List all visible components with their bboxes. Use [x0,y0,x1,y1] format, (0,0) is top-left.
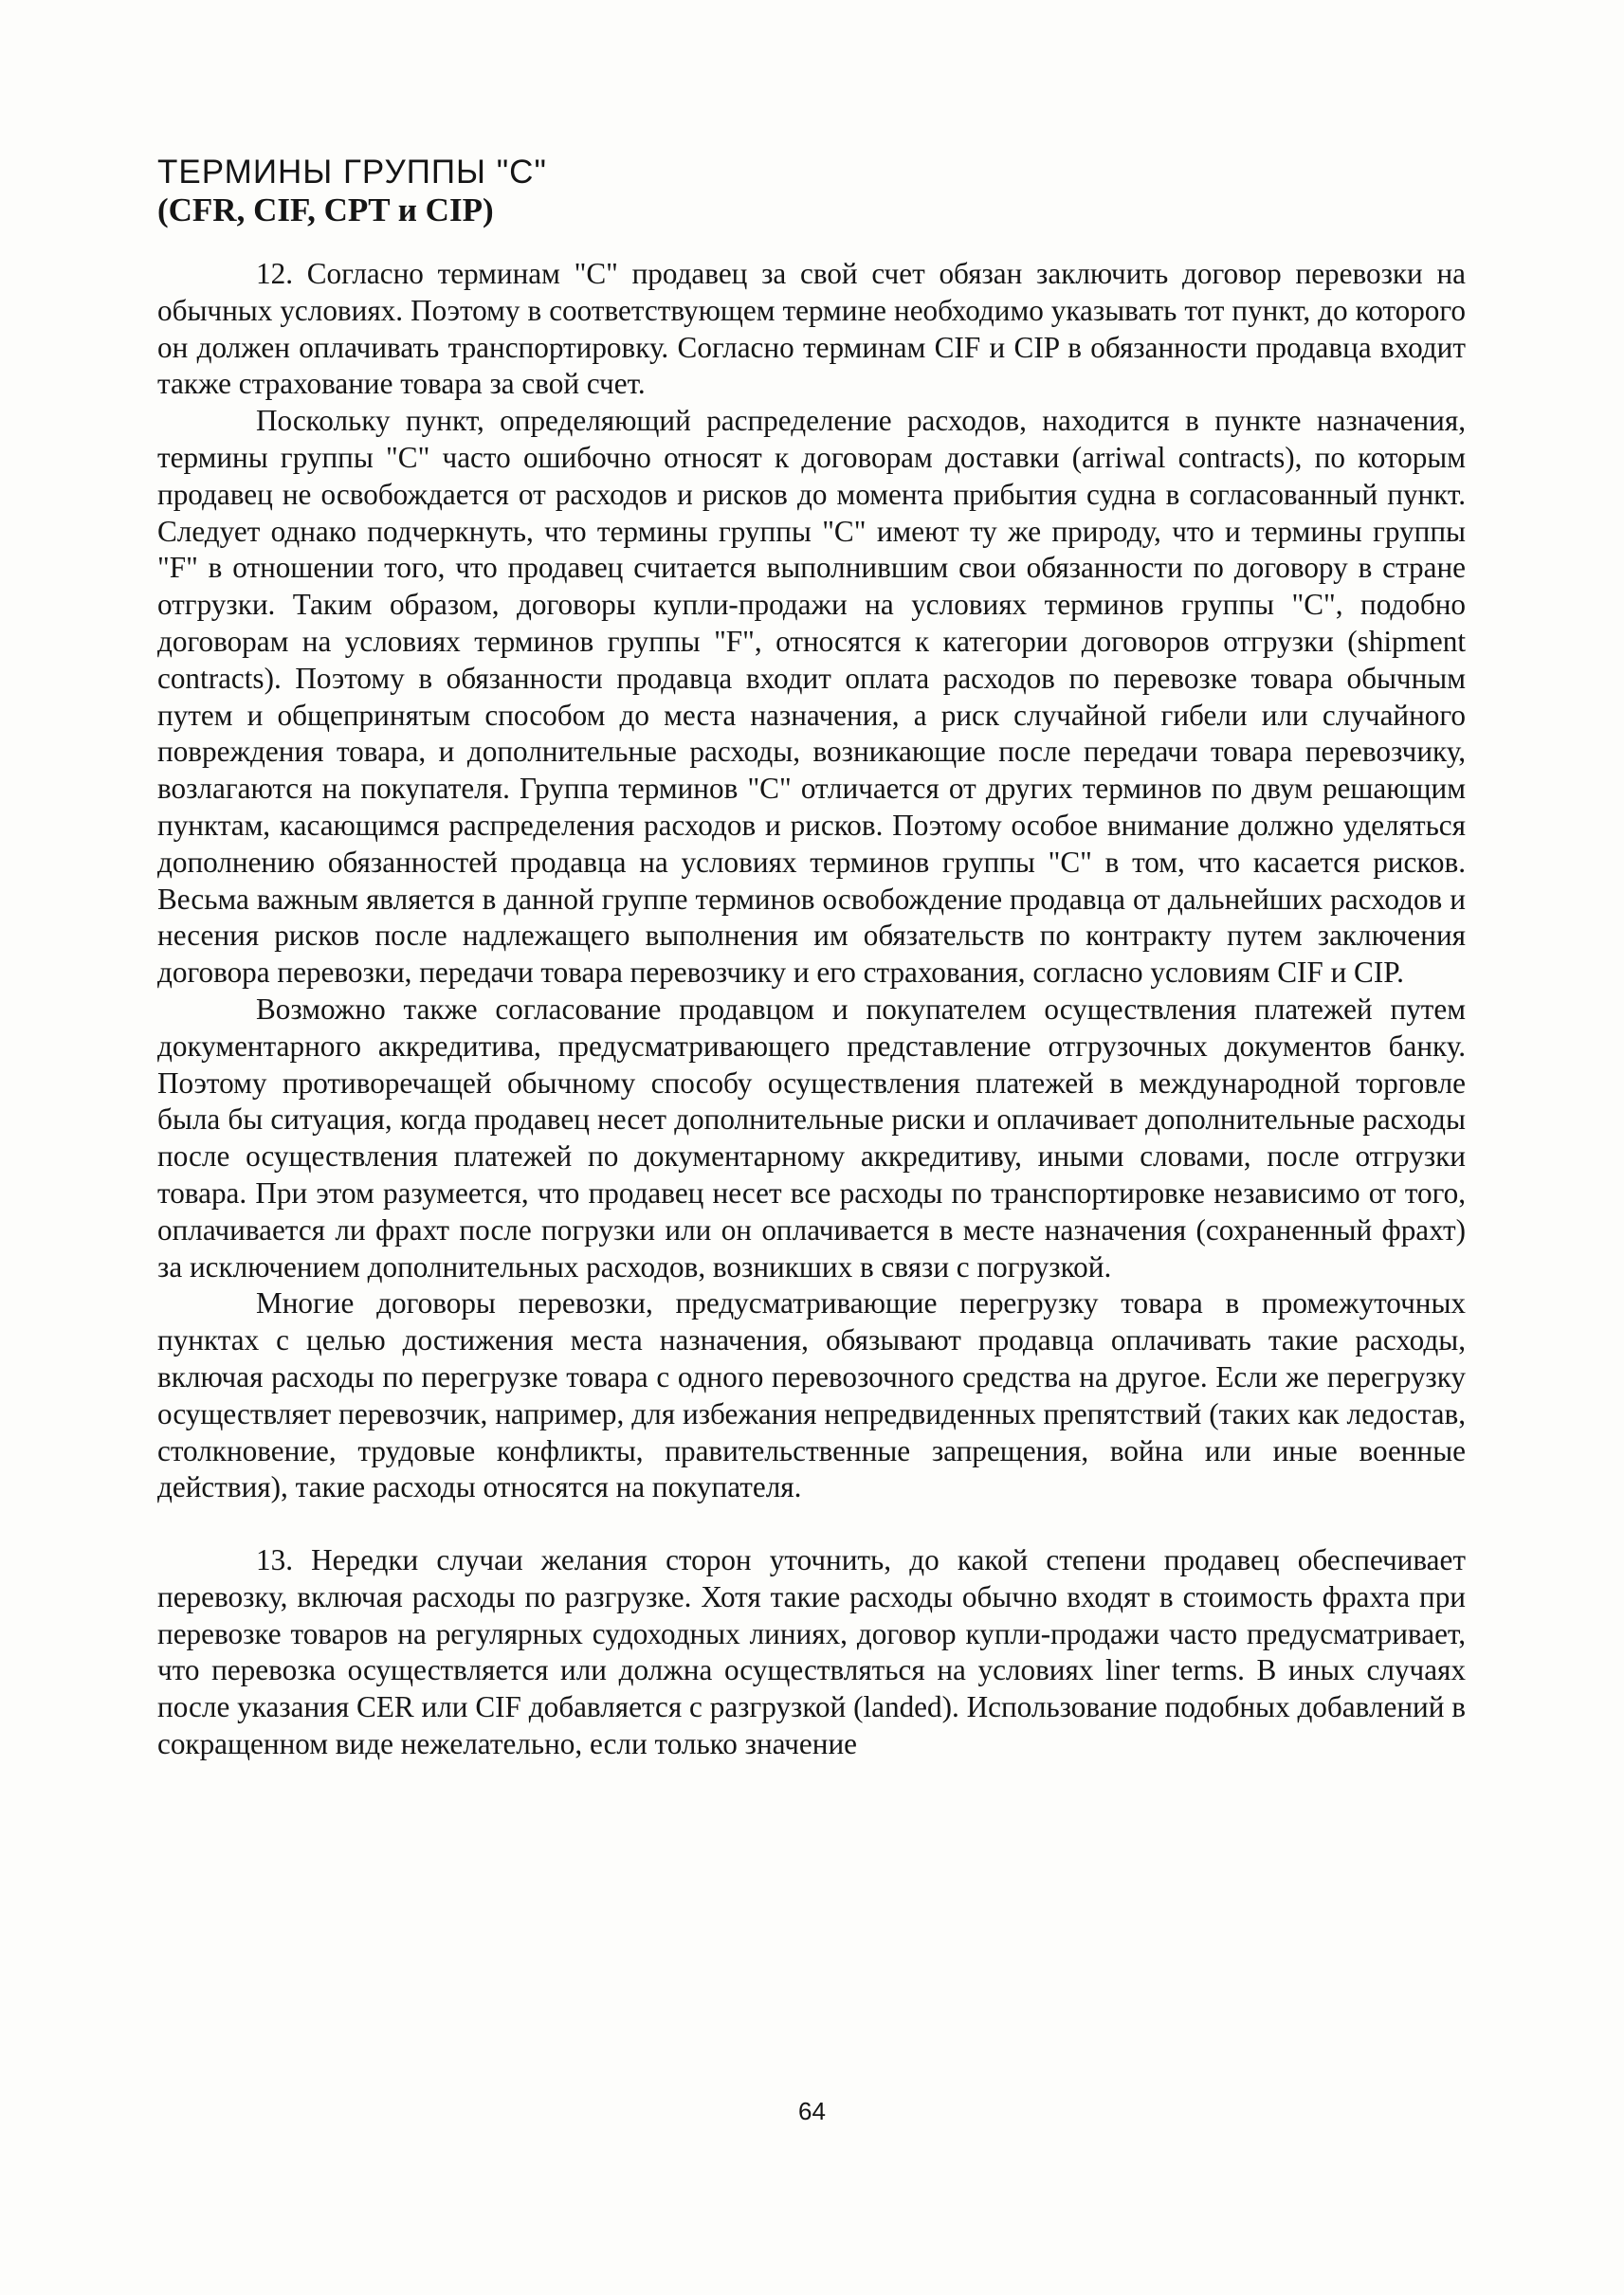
heading-title: ТЕРМИНЫ ГРУППЫ "С" [157,154,547,191]
paragraph-12: 12. Согласно терминам "С" продавец за свой счет обязан заключить договор перевозки на обычных условиях. Поэтому в соответствующем термине необходимо указывать тот пункт, до которого он должен оплачивать транспортировку. Согласно терминам CIF и CIP в обязанности продавца входит также страхование товара за свой счет. [157,257,1466,401]
page-number: 64 [798,2097,826,2125]
body-text [157,256,1466,1763]
paragraph-transshipment: Многие договоры перевозки, предусматривающие перегрузку товара в промежуточных пунктах с целью достижения места назначения, обязывают продавца оплачивать такие расходы, включая расходы по перегрузке товара с одного перевозочного средства на другое. Если же перегрузку осуществляет перевозчик, например, для избежания непредвиденных препятствий (таких как ледостав, столкновение, трудовые конфликты, правительственные запрещения, война или иные военные действия), такие расходы относятся на покупателя. [157,1286,1466,1504]
paragraph-13: 13. Нередки случаи желания сторон уточнить, до какой степени продавец обеспечивает перевозку, включая расходы по разгрузке. Хотя такие расходы обычно входят в стоимость фрахта при перевозке товаров на регулярных судоходных линиях, договор купли-продажи часто предусматривает, что перевозка осуществляется или должна осуществляться на условиях liner terms. В иных случаях после указания CER или CIF добавляется с разгрузкой (landed). Использование подобных добавлений в сокращенном виде нежелательно, если только значение [157,1543,1466,1761]
section-heading [157,154,1011,229]
paragraph-payment: Возможно также согласование продавцом и покупателем осуществления платежей путем документарного аккредитива, предусматривающего представление отгрузочных документов банку. Поэтому противоречащей обычному способу осуществления платежей в международной торговле была бы ситуация, когда продавец несет дополнительные риски и оплачивает дополнительные расходы после осуществления платежей по документарному аккредитиву, иными словами, после отгрузки товара. При этом разумеется, что продавец несет все расходы по транспортировке независимо от того, оплачивается ли фрахт после погрузки или он оплачивается в месте назначения (сохраненный фрахт) за исключением дополнительных расходов, возникших в связи с погрузкой. [157,992,1466,1284]
heading-terms: (CFR, CIF, CPT и CIP) [157,191,494,228]
paragraph-cost-point: Поскольку пункт, определяющий распределение расходов, находится в пункте назначения, термины группы "С" часто ошибочно относят к договорам доставки (arriwal contracts), по которым продавец не освобождается от расходов и рисков до момента прибытия судна в согласованный пункт. Следует однако подчеркнуть, что термины группы "С" имеют ту же природу, что и термины группы "F" в отношении того, что продавец считается выполнившим свои обязанности по договору в стране отгрузки. Таким образом, договоры купли-продажи на условиях терминов группы "С", подобно договорам на условиях терминов группы "F", относятся к категории договоров отгрузки (shipment contracts). Поэтому в обязанности продавца входит оплата расходов по перевозке товара обычным путем и общепринятым способом до места назначения, а риск случайной гибели или случайного повреждения товара, и дополнительные расходы, возникающие после передачи товара перевозчику, возлагаются на покупателя. Группа терминов "С" отличается от других терминов по двум решающим пунктам, касающимся распределения расходов и рисков. Поэтому особое внимание должно уделяться дополнению обязанностей продавца на условиях терминов группы "С" в том, что касается рисков. Весьма важным является в данной группе терминов освобождение продавца от дальнейших расходов и несения рисков после надлежащего выполнения им обязательств по контракту путем заключения договора перевозки, передачи товара перевозчику и его страхования, согласно условиям CIF и CIP. [157,404,1466,990]
